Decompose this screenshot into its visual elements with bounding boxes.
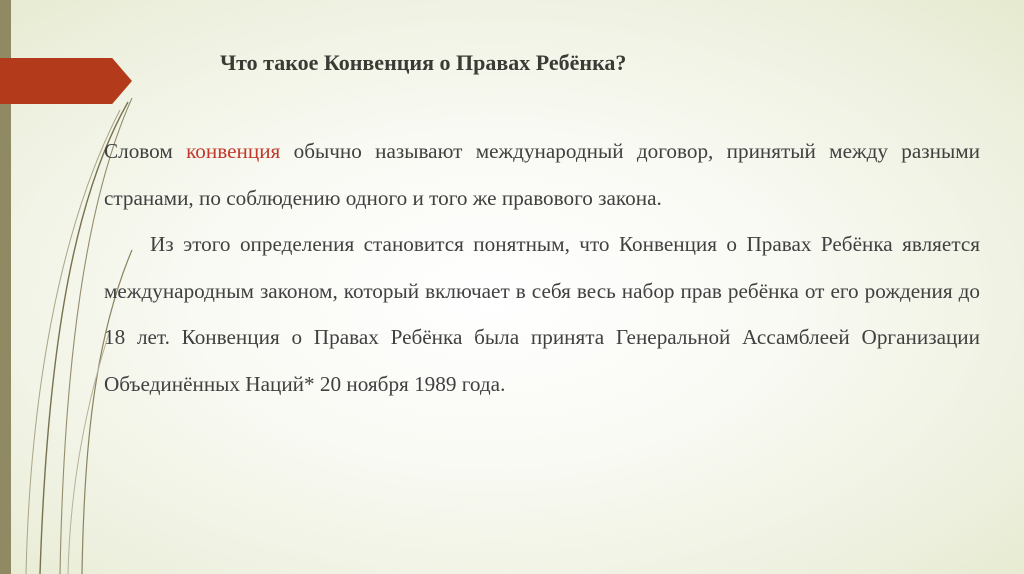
highlighted-term: конвенция (186, 139, 281, 163)
title-accent-tab (0, 58, 132, 104)
paragraph-explanation: Из этого определения становится понятным, что Конвенция о Правах Ребёнка является международным законом, который включает в себя весь набор прав ребёнка от его рождения до 18 лет. Конвенция о Правах Ребёнка была принята Генеральной Ассамблеей Организации Объединённых Наций* 20 ноября 1989 года. (104, 232, 980, 396)
paragraph-definition-start: Словом (104, 139, 187, 163)
slide-body (104, 128, 980, 407)
paragraph-definition (104, 128, 980, 221)
slide-title: Что такое Конвенция о Правах Ребёнка? (220, 50, 627, 75)
paragraph-definition-end: обычно называют международный договор, принятый между разными странами, по соблюдению одного и того же правового закона. (104, 139, 980, 210)
